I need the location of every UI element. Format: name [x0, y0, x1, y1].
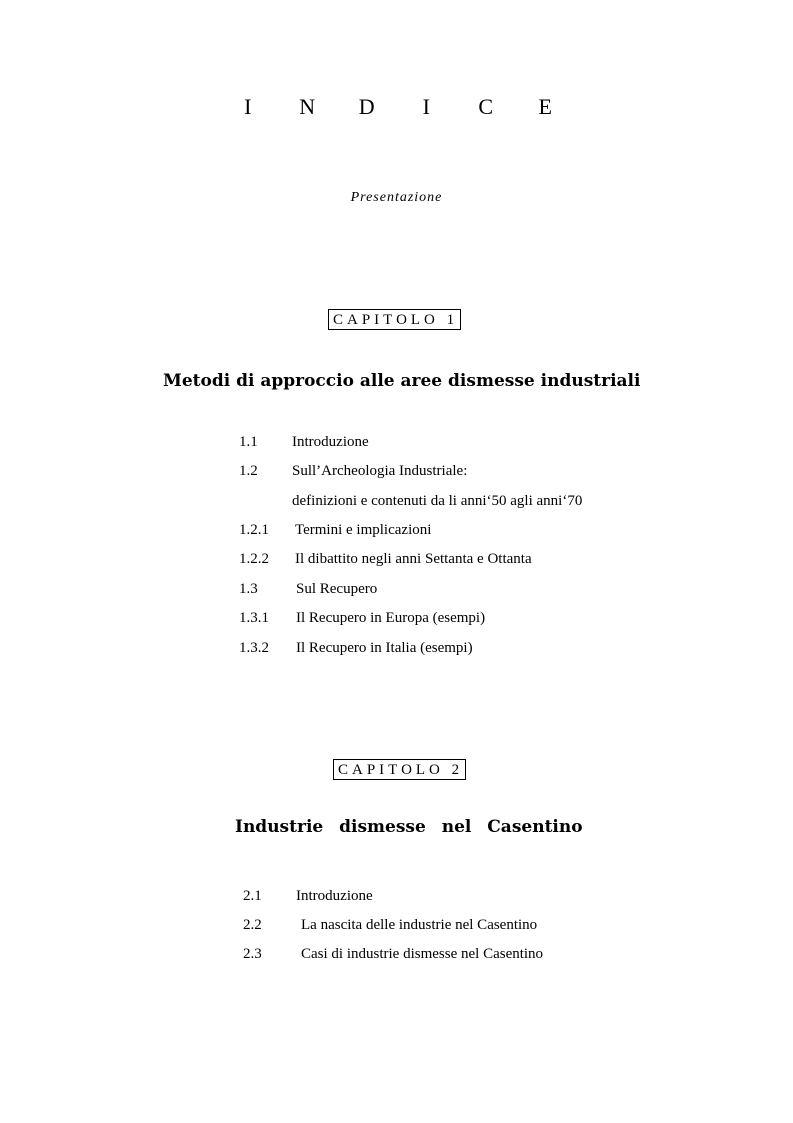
index-title-letter: C — [478, 94, 494, 119]
index-title-letter: D — [358, 94, 375, 119]
index-title-letter: N — [299, 94, 316, 119]
toc-item-number: 1.3 — [239, 581, 258, 597]
toc-item-number: 2.1 — [243, 888, 262, 904]
index-title — [0, 94, 793, 120]
presentazione-heading: Presentazione — [350, 190, 443, 205]
toc-item-number: 2.3 — [243, 946, 262, 962]
chapter-2-title: Industrie dismesse nel Casentino — [235, 817, 583, 837]
toc-item-number: 1.2.1 — [239, 522, 269, 538]
toc-item-number: 2.2 — [243, 917, 262, 933]
chapter-1-title: Metodi di approccio alle aree dismesse industriali — [163, 371, 641, 391]
chapter-1-label: CAPITOLO 1 — [328, 309, 461, 330]
toc-item-label: Casi di industrie dismesse nel Casentino — [301, 946, 544, 962]
toc-item-number: 1.2.2 — [239, 551, 269, 567]
toc-item-label: Sull’Archeologia Industriale: — [292, 463, 468, 479]
toc-item-label: Il dibattito negli anni Settanta e Ottanta — [295, 551, 532, 567]
toc-item-label: La nascita delle industrie nel Casentino — [301, 917, 538, 933]
toc-item-label: Termini e implicazioni — [295, 522, 432, 538]
index-title-letter: E — [538, 94, 552, 119]
toc-item-label: Introduzione — [296, 888, 373, 904]
toc-item-number: 1.3.2 — [239, 640, 269, 656]
index-title-letter: I — [422, 94, 430, 119]
toc-item-number: 1.2 — [239, 463, 258, 479]
toc-item-label: definizioni e contenuti da li anni‘50 agli anni‘70 — [292, 493, 583, 509]
chapter-2-label: CAPITOLO 2 — [333, 759, 466, 780]
toc-item-label: Il Recupero in Europa (esempi) — [296, 610, 486, 626]
toc-item-number: 1.1 — [239, 434, 258, 450]
index-title-letter: I — [244, 94, 252, 119]
toc-item-label: Introduzione — [292, 434, 369, 450]
toc-item-label: Sul Recupero — [296, 581, 378, 597]
toc-item-label: Il Recupero in Italia (esempi) — [296, 640, 473, 656]
toc-item-number: 1.3.1 — [239, 610, 269, 626]
